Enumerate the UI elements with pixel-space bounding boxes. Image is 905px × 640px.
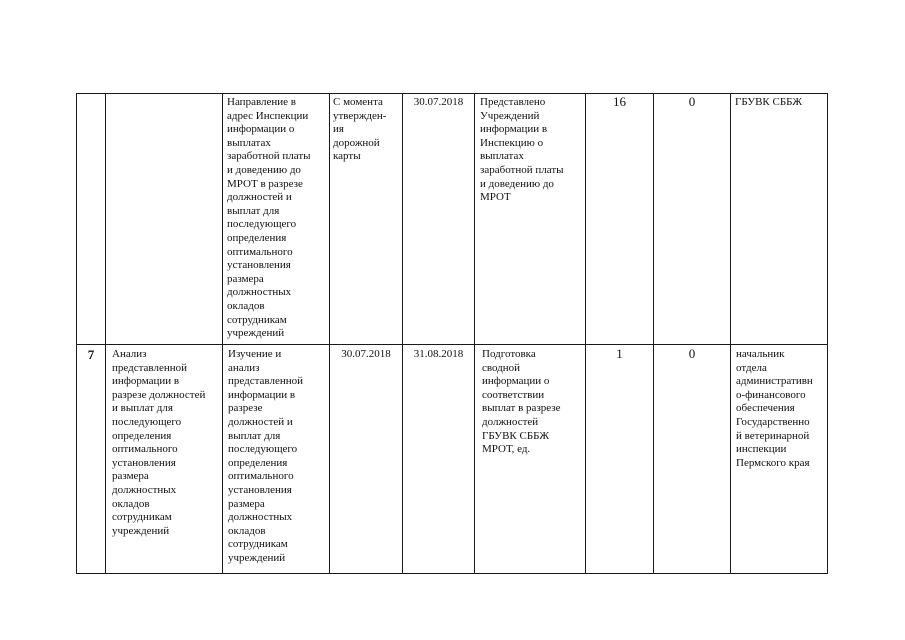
table-row-2-responsible: начальник отдела административн о-финансового обеспечения Государственно й ветеринарной инспекции Пермского края bbox=[736, 348, 813, 469]
table-row-1-value-1: 16 bbox=[613, 94, 626, 109]
table-row-1-result: Представлено Учреждений информации в Инспекцию о выплатах заработной платы и доведению до МРОТ bbox=[480, 96, 564, 204]
table-row-2-start: 30.07.2018 bbox=[341, 348, 391, 360]
table-row-1-measure: Направление в адрес Инспекции информации о выплатах заработной платы и доведению до МРОТ в разрезе должностей и выплат для последующего определения оптимального установления размера должностных окладов сотрудникам учреждений bbox=[227, 96, 311, 340]
column-divider-6 bbox=[585, 93, 586, 574]
column-divider-1 bbox=[105, 93, 106, 574]
column-divider-5 bbox=[474, 93, 475, 574]
table-row-2-number: 7 bbox=[87, 347, 95, 362]
table-border-left bbox=[76, 93, 77, 574]
column-divider-2 bbox=[222, 93, 223, 574]
column-divider-7 bbox=[653, 93, 654, 574]
table-border-top bbox=[76, 93, 828, 94]
table-row-1-value-2: 0 bbox=[688, 94, 696, 109]
row-divider bbox=[76, 344, 828, 345]
table-row-2-end: 31.08.2018 bbox=[413, 348, 464, 360]
table-row-2-measure: Изучение и анализ представленной информации в разрезе должностей и выплат для последующего определения оптимального установления размера должностных окладов сотрудникам учреждений bbox=[228, 348, 304, 564]
column-divider-4 bbox=[402, 93, 403, 574]
table-row-1-responsible: ГБУВК СББЖ bbox=[735, 96, 803, 108]
table-row-2-result: Подготовка сводной информации о соответствии выплат в разрезе должностей ГБУВК СББЖ МРОТ, ед. bbox=[482, 348, 561, 456]
table-border-bottom bbox=[76, 573, 828, 574]
column-divider-8 bbox=[730, 93, 731, 574]
column-divider-3 bbox=[329, 93, 330, 574]
table-row-2-value-2: 0 bbox=[688, 346, 696, 361]
table-row-1-start: С момента утвержден- ия дорожной карты bbox=[333, 96, 387, 163]
table-row-1-end: 30.07.2018 bbox=[413, 96, 464, 108]
table-border-right bbox=[827, 93, 828, 574]
table-row-2-value-1: 1 bbox=[616, 346, 623, 361]
table-row-2-name: Анализ представленной информации в разрезе должностей и выплат для последующего определения оптимального установления размера должностных окладов сотрудникам учреждений bbox=[112, 348, 206, 537]
